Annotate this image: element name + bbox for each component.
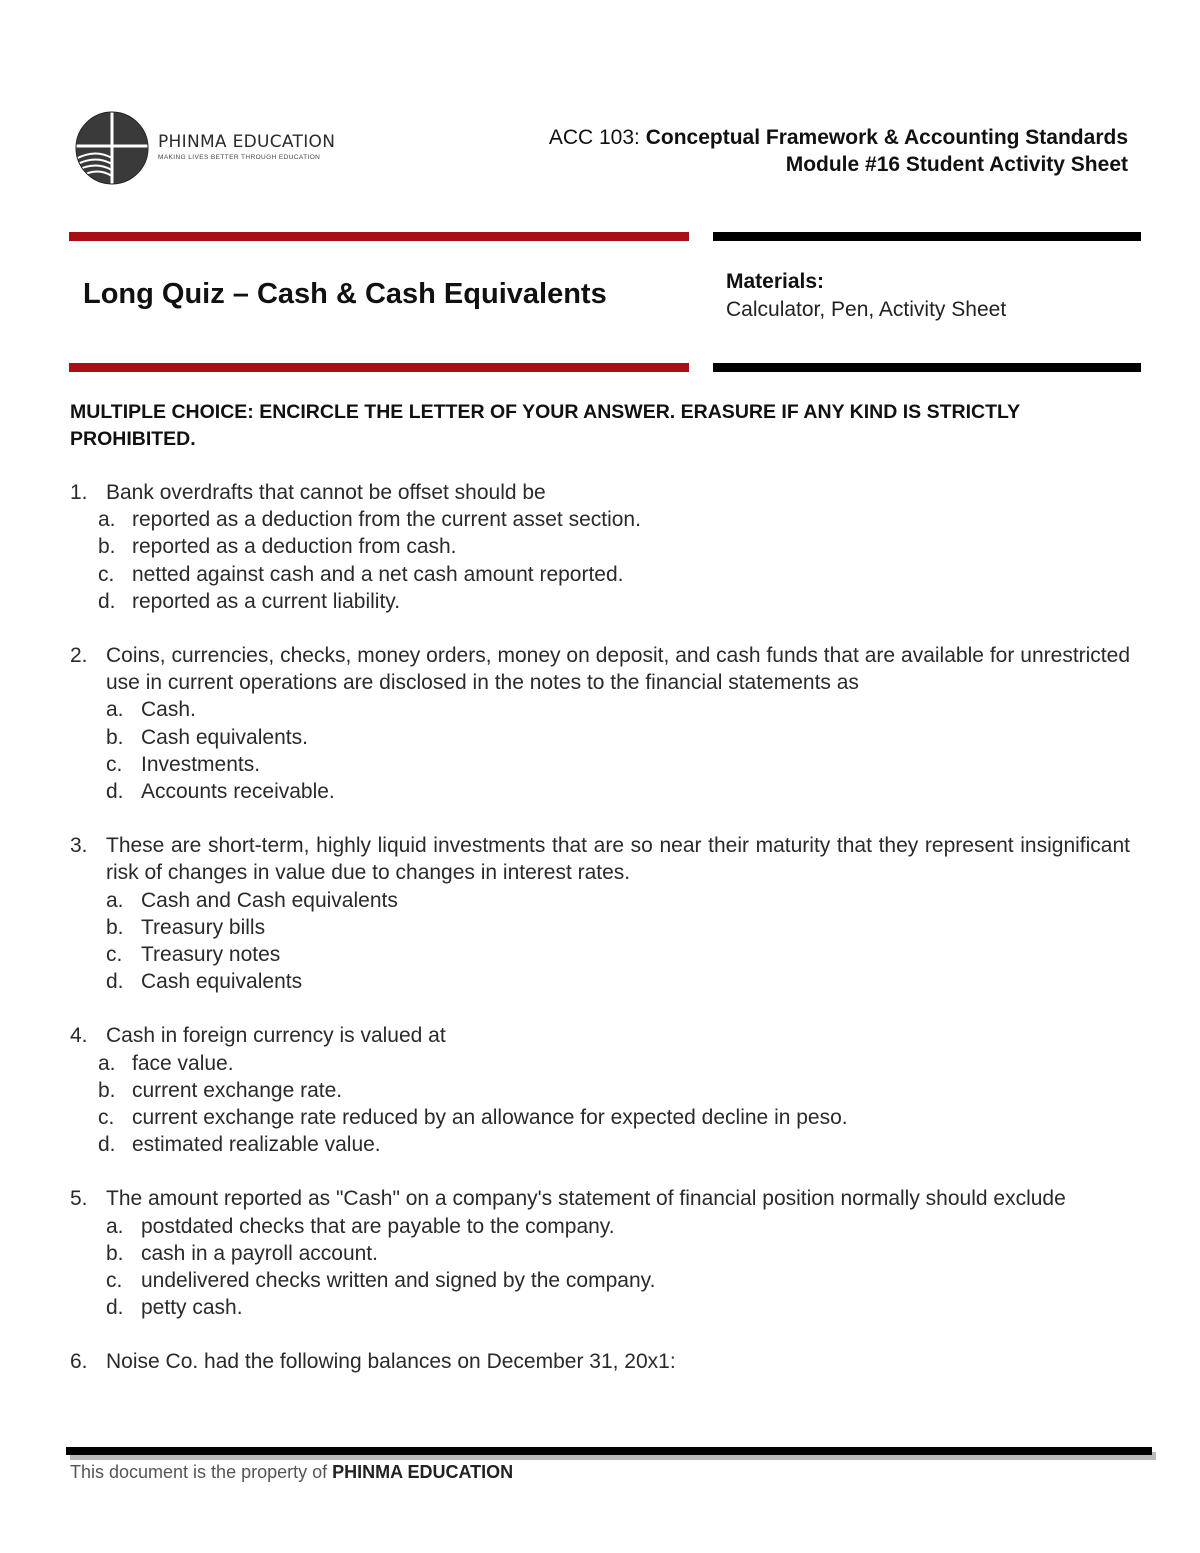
option-a[interactable]	[70, 1050, 1130, 1077]
option-text: postdated checks that are payable to the company.	[141, 1214, 615, 1238]
option-letter: c.	[106, 752, 123, 776]
option-text: Treasury bills	[141, 915, 266, 939]
question-4	[70, 1022, 1130, 1158]
option-c[interactable]	[70, 1267, 1130, 1294]
option-letter: d.	[98, 1133, 116, 1157]
option-c[interactable]	[70, 941, 1130, 968]
option-b[interactable]	[70, 914, 1130, 941]
bottom-red-divider	[69, 363, 689, 372]
module-title: Module #16 Student Activity Sheet	[785, 153, 1128, 176]
option-a[interactable]	[70, 696, 1130, 723]
option-text: current exchange rate.	[132, 1078, 343, 1102]
question-number: 2.	[70, 644, 88, 668]
option-letter: d.	[106, 780, 124, 804]
question-text: Coins, currencies, checks, money orders, money on deposit, and cash funds that are available for unrestricted use in current operations are disclosed in the notes to the financial statements as	[106, 644, 1130, 695]
option-a[interactable]	[70, 887, 1130, 914]
top-black-divider	[713, 232, 1141, 241]
question-number: 6.	[70, 1350, 88, 1374]
option-letter: a.	[98, 508, 116, 532]
option-text: petty cash.	[141, 1296, 243, 1320]
course-header	[549, 124, 1128, 178]
option-letter: b.	[106, 1241, 124, 1265]
option-text: Cash equivalents	[141, 970, 303, 994]
instructions: MULTIPLE CHOICE: ENCIRCLE THE LETTER OF YOUR ANSWER. ERASURE IF ANY KIND IS STRICTLY PROHIBITED.	[70, 401, 1020, 450]
option-letter: b.	[106, 915, 124, 939]
bottom-black-divider	[713, 363, 1141, 372]
option-text: cash in a payroll account.	[141, 1241, 378, 1265]
option-b[interactable]	[70, 724, 1130, 751]
option-letter: a.	[106, 1214, 124, 1238]
option-text: Accounts receivable.	[141, 780, 335, 804]
question-text: Noise Co. had the following balances on December 31, 20x1:	[106, 1350, 676, 1374]
option-d[interactable]	[70, 1131, 1130, 1158]
option-text: reported as a current liability.	[132, 589, 401, 613]
option-letter: a.	[106, 888, 124, 912]
option-text: reported as a deduction from the current asset section.	[132, 508, 641, 532]
question-text: Cash in foreign currency is valued at	[106, 1024, 446, 1048]
question-list	[70, 479, 1130, 1403]
materials-list: Calculator, Pen, Activity Sheet	[726, 298, 1007, 321]
question-2	[70, 642, 1130, 805]
option-c[interactable]	[70, 751, 1130, 778]
option-b[interactable]	[70, 1077, 1130, 1104]
question-number: 4.	[70, 1024, 88, 1048]
question-number: 1.	[70, 481, 88, 504]
option-c[interactable]	[70, 561, 1130, 588]
page-title: Long Quiz – Cash & Cash Equivalents	[83, 278, 607, 310]
option-a[interactable]	[70, 506, 1130, 533]
option-text: Cash and Cash equivalents	[141, 888, 398, 912]
option-letter: c.	[98, 562, 115, 586]
footer	[70, 1462, 513, 1483]
option-text: undelivered checks written and signed by the company.	[141, 1269, 656, 1293]
option-a[interactable]	[70, 1213, 1130, 1240]
option-text: face value.	[132, 1051, 234, 1075]
footer-divider	[66, 1447, 1152, 1455]
option-text: estimated realizable value.	[132, 1133, 381, 1157]
option-letter: c.	[106, 1269, 123, 1293]
question-5	[70, 1185, 1130, 1321]
logo-globe-icon	[74, 108, 150, 188]
question-text: These are short-term, highly liquid investments that are so near their maturity that they represent insignificant risk of changes in value due to changes in interest rates.	[106, 834, 1130, 885]
materials-box	[726, 268, 1006, 324]
option-letter: b.	[98, 1078, 116, 1102]
option-letter: a.	[98, 1051, 116, 1075]
option-c[interactable]	[70, 1104, 1130, 1131]
option-letter: c.	[98, 1106, 115, 1130]
top-red-divider	[69, 232, 689, 241]
option-text: Cash equivalents.	[141, 725, 308, 749]
materials-label: Materials:	[726, 270, 825, 293]
question-3	[70, 832, 1130, 995]
question-1	[70, 479, 1130, 615]
option-letter: b.	[106, 725, 124, 749]
question-number: 3.	[70, 834, 88, 858]
option-letter: a.	[106, 698, 124, 722]
option-d[interactable]	[70, 778, 1130, 805]
option-text: Cash.	[141, 698, 196, 722]
option-d[interactable]	[70, 588, 1130, 615]
option-letter: b.	[98, 535, 116, 559]
question-text: Bank overdrafts that cannot be offset should be	[106, 481, 546, 504]
option-b[interactable]	[70, 1240, 1130, 1267]
option-b[interactable]	[70, 533, 1130, 560]
question-number: 5.	[70, 1187, 88, 1211]
option-text: Investments.	[141, 752, 261, 776]
option-text: netted against cash and a net cash amount reported.	[132, 562, 624, 586]
question-text: The amount reported as "Cash" on a company's statement of financial position normally should exclude	[106, 1187, 1066, 1211]
logo-tagline: MAKING LIVES BETTER THROUGH EDUCATION	[158, 154, 321, 161]
footer-owner: PHINMA EDUCATION	[332, 1462, 514, 1482]
question-6	[70, 1348, 1130, 1375]
footer-prefix: This document is the property of	[70, 1462, 333, 1482]
option-letter: d.	[106, 1296, 124, 1320]
option-text: current exchange rate reduced by an allowance for expected decline in peso.	[132, 1106, 848, 1130]
option-d[interactable]	[70, 1294, 1130, 1321]
logo-name: PHINMA EDUCATION	[158, 132, 336, 152]
course-title: Conceptual Framework & Accounting Standards	[645, 126, 1128, 149]
option-text: reported as a deduction from cash.	[132, 535, 457, 559]
option-d[interactable]	[70, 968, 1130, 995]
phinma-logo	[74, 108, 334, 188]
option-letter: c.	[106, 943, 123, 967]
option-text: Treasury notes	[141, 943, 281, 967]
option-letter: d.	[106, 970, 124, 994]
option-letter: d.	[98, 589, 116, 613]
course-code: ACC 103:	[548, 126, 640, 149]
